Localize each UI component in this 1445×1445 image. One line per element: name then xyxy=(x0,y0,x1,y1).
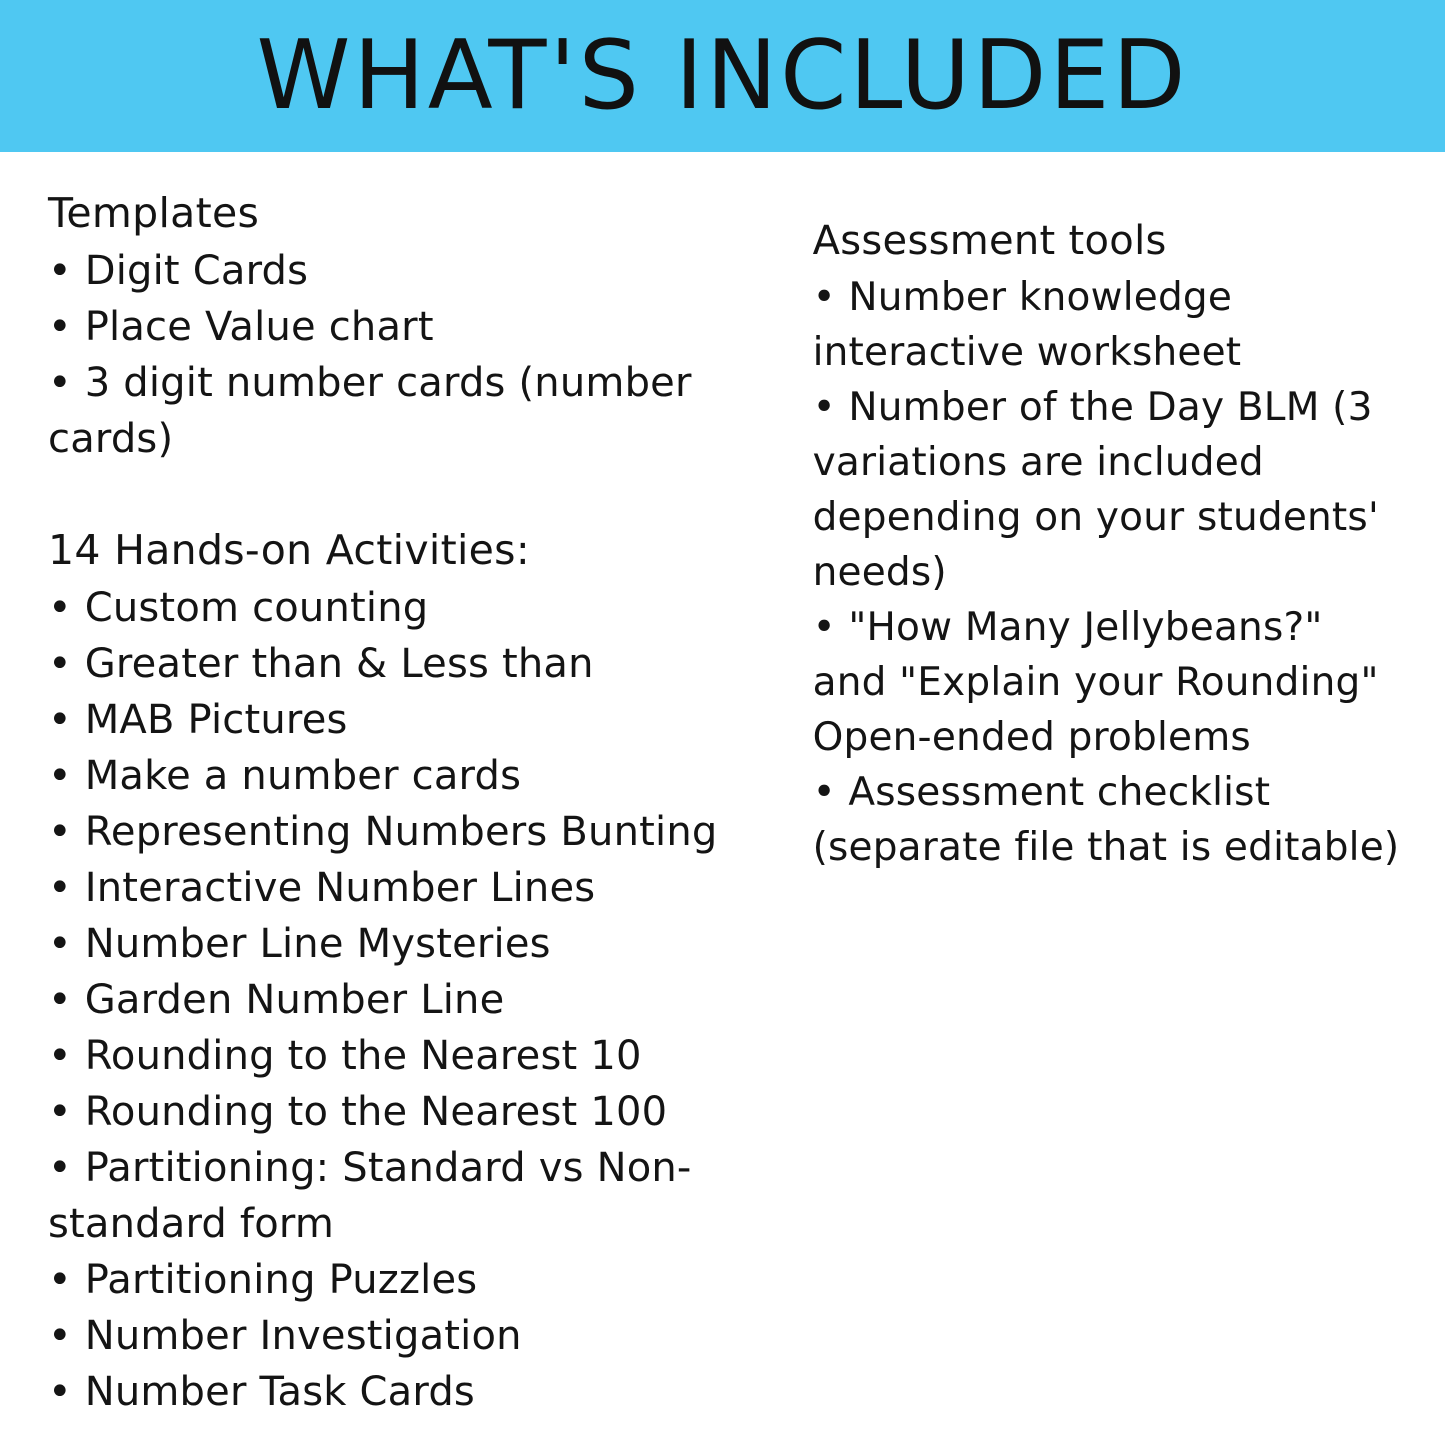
section-spacer xyxy=(48,467,803,523)
assessment-list xyxy=(813,270,1405,875)
list-item: • Interactive Number Lines xyxy=(48,865,596,911)
list-item: • Number Investigation xyxy=(48,1313,522,1359)
list-item: • Custom counting xyxy=(48,585,429,631)
list-item: • Rounding to the Nearest 100 xyxy=(48,1089,668,1135)
list-item: • Number Line Mysteries xyxy=(48,921,551,967)
list-item: • Number of the Day BLM (3 variations are included depending on your students' needs) xyxy=(812,385,1379,595)
list-item: • "How Many Jellybeans?" and "Explain your Rounding" Open-ended problems xyxy=(812,605,1379,760)
list-item: • Representing Numbers Bunting xyxy=(48,809,718,855)
list-item: • Rounding to the Nearest 10 xyxy=(48,1033,642,1079)
list-item: • Number knowledge interactive worksheet xyxy=(812,275,1242,375)
list-item: • Place Value chart xyxy=(48,304,434,350)
templates-heading: Templates xyxy=(48,189,260,237)
list-item: • Partitioning: Standard vs Non-standard form xyxy=(48,1145,692,1247)
page-banner xyxy=(0,0,1445,152)
list-item: • Partitioning Puzzles xyxy=(48,1257,478,1303)
templates-list xyxy=(48,243,803,467)
left-column xyxy=(40,186,813,1420)
activities-heading: 14 Hands-on Activities: xyxy=(48,526,530,574)
list-item: • Digit Cards xyxy=(48,248,309,294)
list-item: • Garden Number Line xyxy=(48,977,505,1023)
list-item: • Make a number cards xyxy=(48,753,522,799)
assessment-heading: Assessment tools xyxy=(812,218,1167,264)
list-item: • Greater than & Less than xyxy=(48,641,594,687)
list-item: • Assessment checklist (separate file that is editable) xyxy=(812,770,1400,870)
list-item: • 3 digit number cards (number cards) xyxy=(48,360,692,462)
page-title: WHAT'S INCLUDED xyxy=(256,21,1189,131)
list-item: • MAB Pictures xyxy=(48,697,348,743)
list-item: • Number Task Cards xyxy=(48,1369,475,1415)
right-column xyxy=(813,186,1405,875)
activities-list xyxy=(48,580,803,1420)
content-area xyxy=(0,152,1445,1420)
